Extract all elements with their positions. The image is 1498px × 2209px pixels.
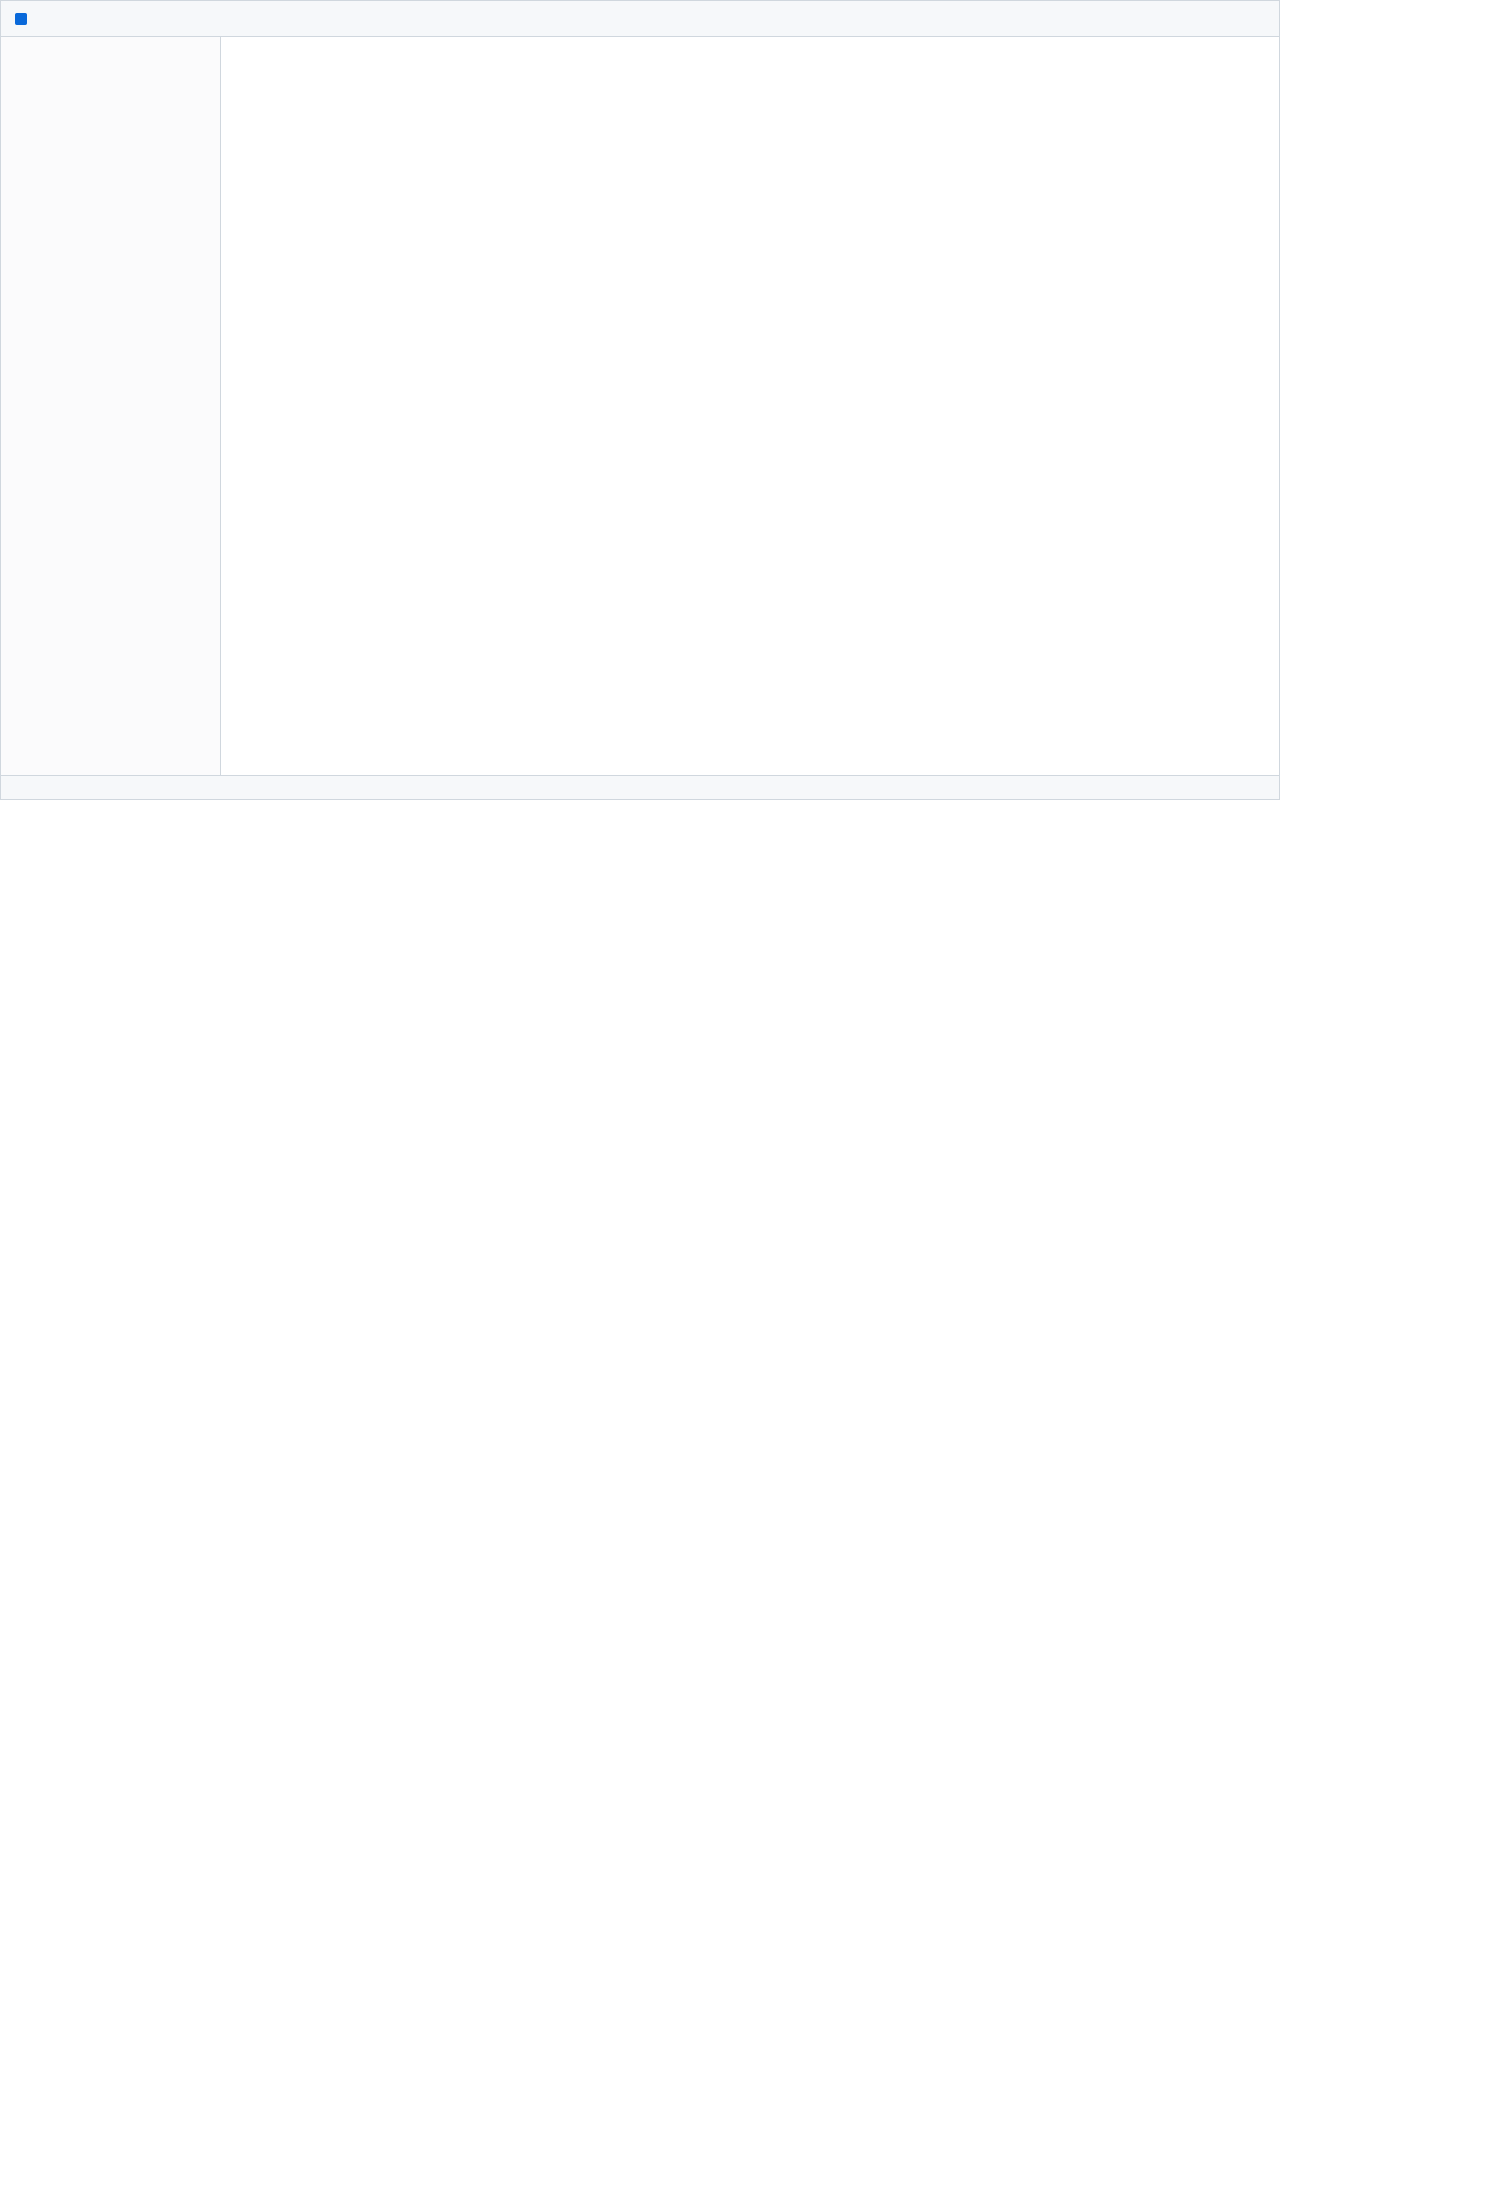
sidebar <box>1 37 221 775</box>
app-window <box>0 0 1280 800</box>
title-bar <box>1 1 1279 37</box>
app-icon <box>13 11 29 27</box>
content-area <box>221 37 1279 775</box>
main-area <box>1 37 1279 775</box>
status-bar <box>1 775 1279 799</box>
